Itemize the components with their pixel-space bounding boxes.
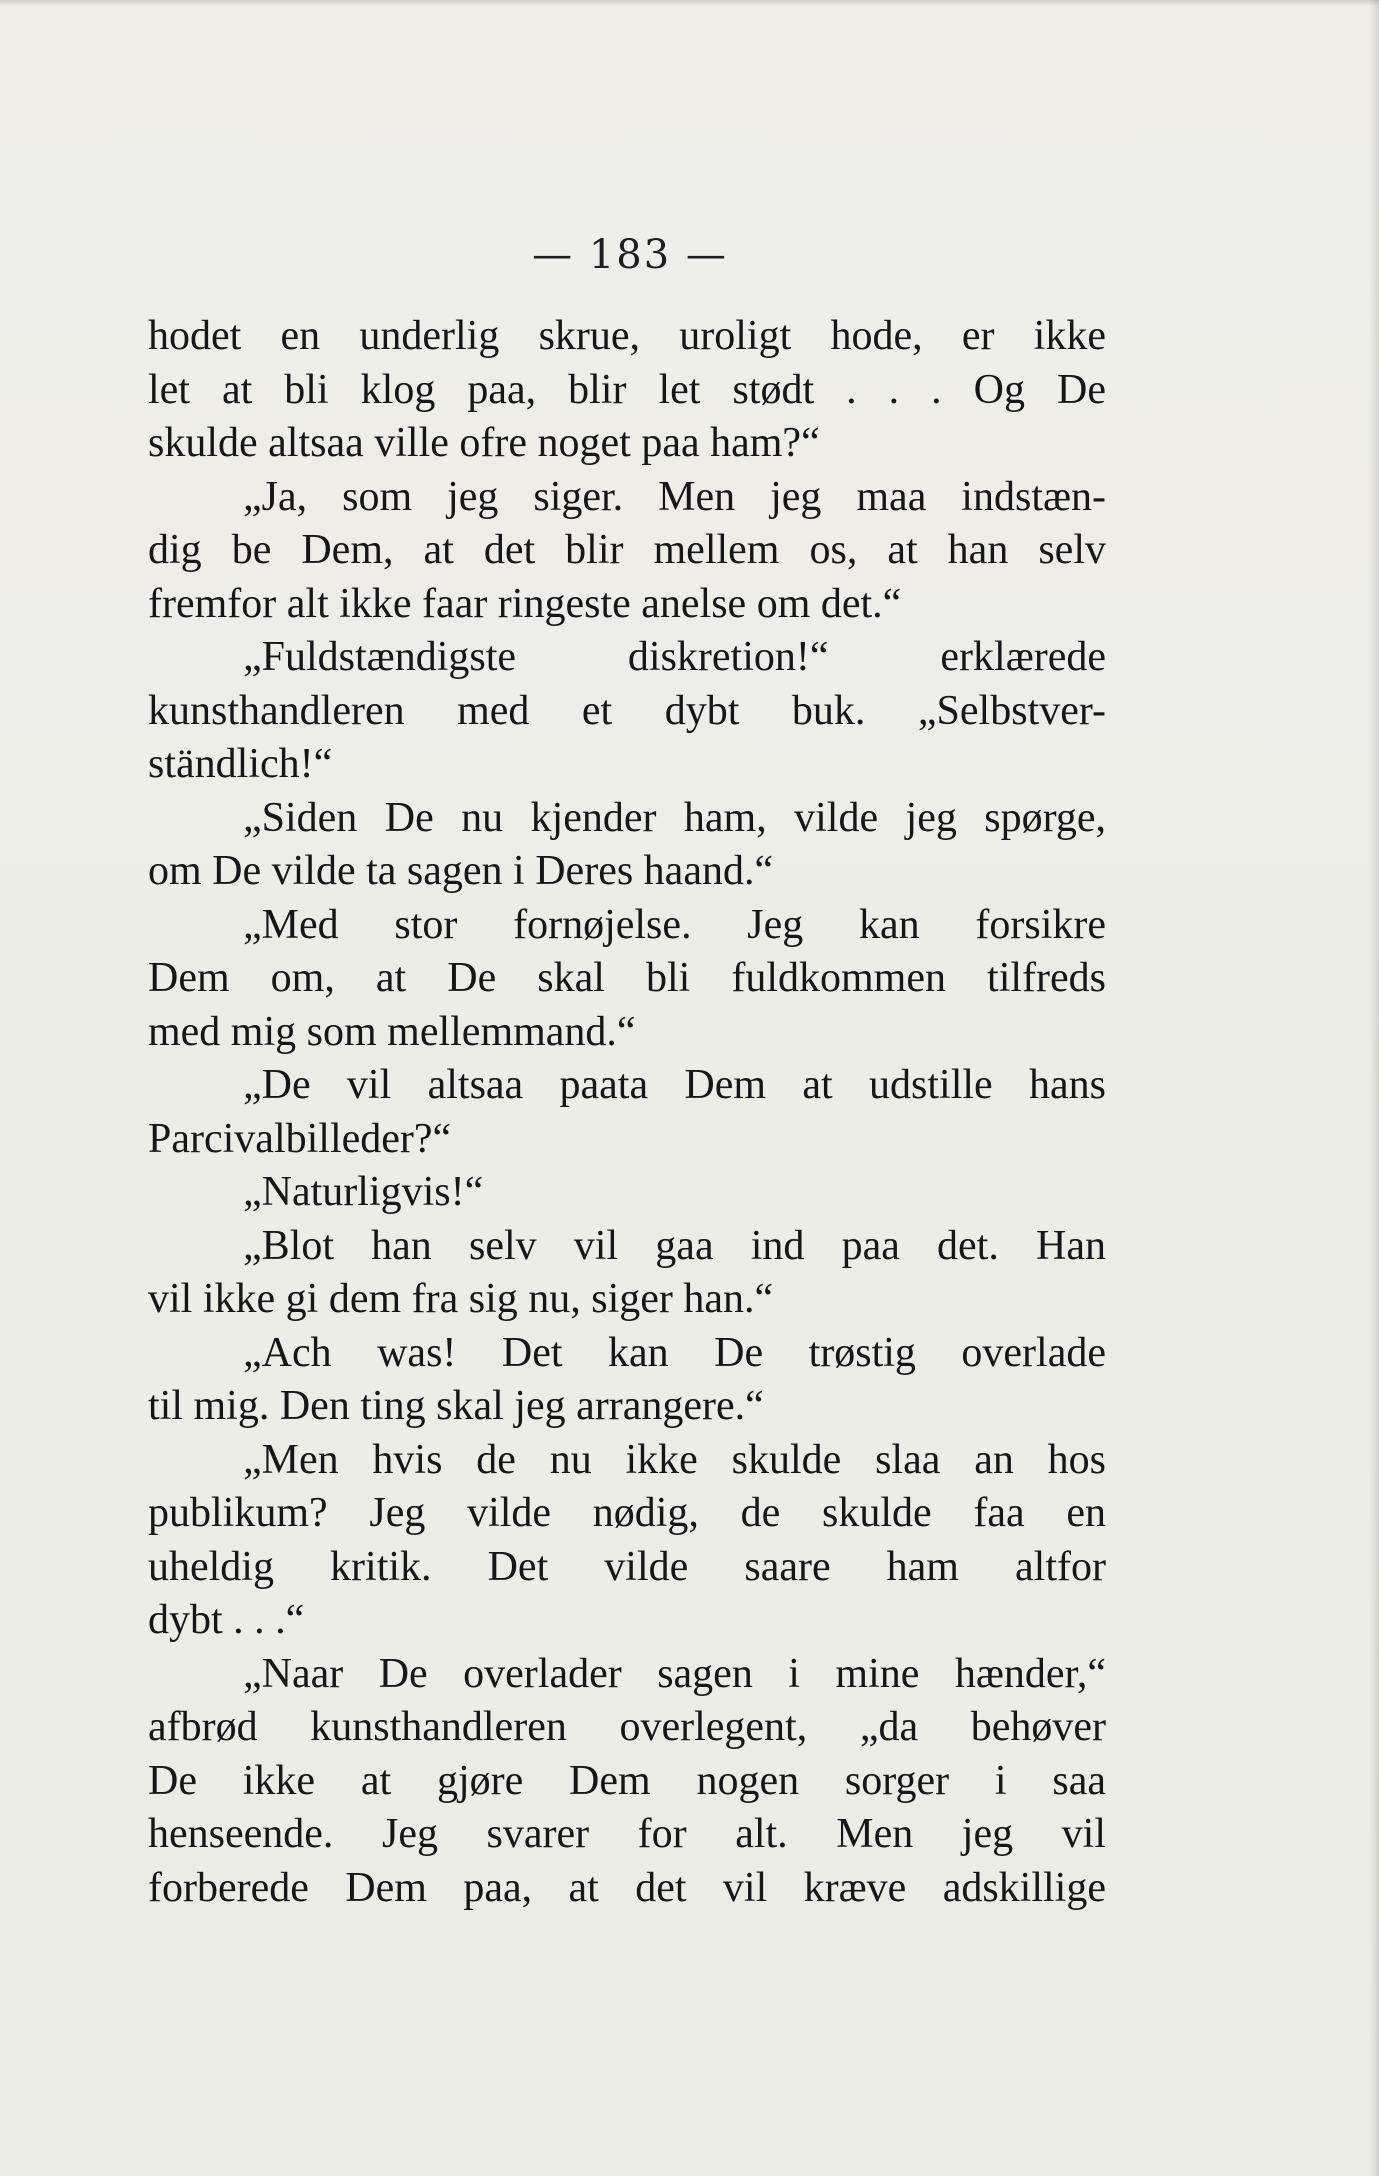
text-line: med mig som mellemmand.“ <box>148 1008 636 1055</box>
text-line: „Blot han selv vil gaa ind paa det. Han <box>243 1222 1106 1269</box>
text-line: kunsthandleren med et dybt buk. „Selbstver- <box>148 687 1106 734</box>
text-line: „De vil altsaa paata Dem at udstille hans <box>243 1062 1106 1108</box>
text-line: fremfor alt ikke faar ringeste anelse om det.“ <box>148 580 902 627</box>
text-line: afbrød kunsthandleren overlegent, „da behøver <box>148 1704 1106 1750</box>
text-line: hodet en underlig skrue, uroligt hode, er ikke <box>148 313 1106 359</box>
text-line: Parcivalbilleder?“ <box>148 1115 452 1162</box>
page-number: — 183 — <box>532 232 728 278</box>
text-line: vil ikke gi dem fra sig nu, siger han.“ <box>148 1276 774 1322</box>
text-line: De ikke at gjøre Dem nogen sorger i saa <box>148 1757 1106 1804</box>
text-line: „Ja, som jeg siger. Men jeg maa indstæn- <box>243 473 1106 520</box>
text-line: om De vilde ta sagen i Deres haand.“ <box>148 848 774 894</box>
text-line: til mig. Den ting skal jeg arrangere.“ <box>148 1383 764 1429</box>
text-line: „Med stor fornøjelse. Jeg kan forsikre <box>243 901 1106 948</box>
body-text <box>148 310 1106 1915</box>
text-line: skulde altsaa ville ofre noget paa ham?“ <box>148 420 820 466</box>
text-line: „Naar De overlader sagen i mine hænder,“ <box>243 1650 1106 1697</box>
text-line: uheldig kritik. Det vilde saare ham altfor <box>148 1543 1106 1590</box>
text-line: „Fuldstændigste diskretion!“ erklærede <box>243 634 1106 680</box>
text-line: dig be Dem, at det blir mellem os, at han selv <box>148 527 1106 573</box>
text-line: forberede Dem paa, at det vil kræve adskillige <box>148 1864 1106 1911</box>
text-line: „Siden De nu kjender ham, vilde jeg spørge, <box>243 794 1106 841</box>
text-line: „Naturligvis!“ <box>243 1169 484 1215</box>
text-line: ständlich!“ <box>148 741 333 787</box>
text-line: publikum? Jeg vilde nødig, de skulde faa en <box>148 1490 1106 1536</box>
text-line: dybt . . .“ <box>148 1597 305 1643</box>
text-line: „Ach was! Det kan De trøstig overlade <box>243 1329 1106 1376</box>
page-top-edge <box>0 0 1379 6</box>
page-right-edge <box>1369 0 1379 2176</box>
text-line: Dem om, at De skal bli fuldkommen tilfreds <box>148 955 1106 1001</box>
text-line: let at bli klog paa, blir let stødt . . . Og De <box>148 366 1106 413</box>
text-line: henseende. Jeg svarer for alt. Men jeg vil <box>148 1811 1106 1857</box>
text-line: „Men hvis de nu ikke skulde slaa an hos <box>243 1436 1106 1483</box>
